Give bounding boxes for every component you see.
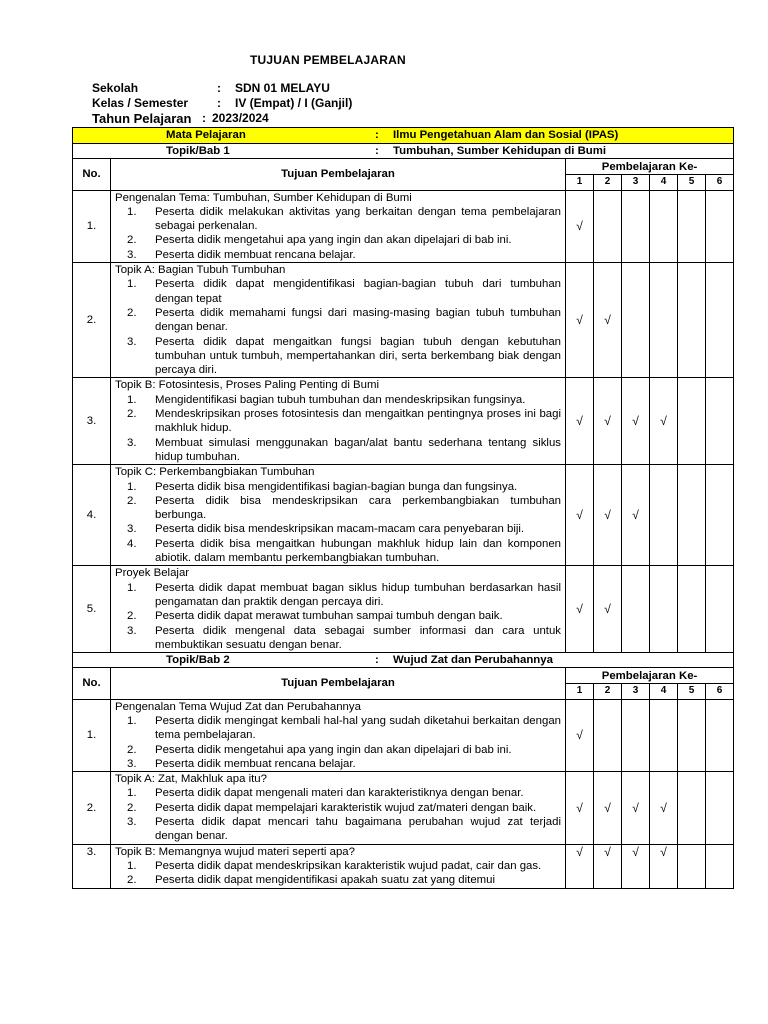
item-text: Mendeskripsikan proses fotosintesis dan mengaitkan pentingnya proses ini bagi makhluk hidup. bbox=[155, 408, 561, 435]
list-item bbox=[127, 624, 561, 653]
item-text: Peserta didik bisa mendeskripsikan cara perkembangbiakan tumbuhan berbunga. bbox=[155, 494, 561, 522]
empty-cell bbox=[706, 772, 734, 844]
empty-cell bbox=[678, 699, 706, 771]
item-text: Membuat simulasi menggunakan bagan/alat bantu sederhana tentang siklus hidup tumbuhan. bbox=[155, 436, 561, 463]
empty-cell bbox=[706, 699, 734, 771]
list-item bbox=[127, 277, 561, 306]
header-tp: Tujuan Pembelajaran bbox=[111, 159, 566, 190]
empty-cell bbox=[594, 190, 622, 262]
item-number: 1. bbox=[127, 859, 137, 872]
table-row bbox=[73, 566, 734, 653]
session-number: 3 bbox=[622, 175, 650, 190]
row-number: 4. bbox=[73, 465, 111, 566]
item-text: Peserta didik dapat mencari tahu bagaimana perubahan wujud zat terjadi dengan benar. bbox=[155, 816, 561, 843]
check-mark: √ bbox=[566, 465, 594, 566]
row-number: 5. bbox=[73, 566, 111, 653]
objectives-cell bbox=[111, 190, 566, 262]
check-mark: √ bbox=[594, 465, 622, 566]
list-item bbox=[127, 714, 561, 743]
session-number: 4 bbox=[650, 175, 678, 190]
item-text: Peserta didik mengenal data sebagai sumber informasi dan cara untuk membuktikan sesuatu dengan benar. bbox=[155, 624, 561, 651]
table-row bbox=[73, 699, 734, 771]
school-value: SDN 01 MELAYU bbox=[235, 81, 330, 95]
empty-cell bbox=[706, 190, 734, 262]
school-label: Sekolah bbox=[92, 81, 139, 95]
empty-cell bbox=[622, 190, 650, 262]
list-item bbox=[127, 494, 561, 523]
topic-row bbox=[73, 128, 734, 144]
item-text: Peserta didik mengingat kembali hal-hal yang sudah diketahui berkaitan dengan tema pembelajaran. bbox=[155, 714, 561, 742]
header-pk: Pembelajaran Ke- bbox=[566, 668, 734, 684]
item-number: 1. bbox=[127, 393, 137, 406]
objectives-list bbox=[127, 786, 561, 843]
list-item bbox=[127, 581, 561, 610]
empty-cell bbox=[706, 465, 734, 566]
class-label: Kelas / Semester bbox=[92, 96, 189, 110]
item-number: 3. bbox=[127, 248, 137, 261]
check-mark: √ bbox=[566, 263, 594, 378]
item-text: Peserta didik melakukan aktivitas yang berkaitan dengan tema pembelajaran sebagai perkenalan. bbox=[155, 205, 561, 233]
item-text: Peserta didik bisa mendeskripsikan macam-macam cara penyebaran biji. bbox=[155, 523, 525, 536]
empty-cell bbox=[678, 263, 706, 378]
colon: : bbox=[375, 654, 379, 667]
empty-cell bbox=[650, 566, 678, 653]
check-mark: √ bbox=[594, 772, 622, 844]
topic-value: Wujud Zat dan Perubahannya bbox=[393, 654, 553, 667]
check-mark: √ bbox=[650, 844, 678, 888]
topic-label-text: Mata Pelajaran bbox=[166, 129, 246, 142]
objectives-cell bbox=[111, 772, 566, 844]
colon: : bbox=[375, 145, 379, 157]
session-number: 6 bbox=[706, 175, 734, 190]
check-mark: √ bbox=[594, 263, 622, 378]
row-number: 2. bbox=[73, 263, 111, 378]
list-item bbox=[127, 609, 561, 623]
session-number: 3 bbox=[622, 684, 650, 699]
table-row bbox=[73, 263, 734, 378]
item-text: Peserta didik mengetahui apa yang ingin dan akan dipelajari di bab ini. bbox=[155, 234, 512, 247]
session-number: 5 bbox=[678, 684, 706, 699]
session-number: 6 bbox=[706, 684, 734, 699]
list-item bbox=[127, 801, 561, 815]
topic-label bbox=[73, 128, 734, 144]
item-number: 3. bbox=[127, 523, 137, 536]
objectives-cell bbox=[111, 566, 566, 653]
objectives-list bbox=[127, 581, 561, 652]
learning-objectives-table bbox=[72, 127, 734, 889]
empty-cell bbox=[678, 190, 706, 262]
list-item bbox=[127, 233, 561, 247]
item-number: 1. bbox=[127, 278, 137, 291]
item-number: 3. bbox=[127, 624, 137, 637]
empty-cell bbox=[706, 844, 734, 888]
table-row bbox=[73, 465, 734, 566]
item-text: Peserta didik mengetahui apa yang ingin dan akan dipelajari di bab ini. bbox=[155, 743, 512, 756]
row-number: 1. bbox=[73, 699, 111, 771]
header-no: No. bbox=[73, 159, 111, 190]
item-number: 2. bbox=[127, 306, 137, 319]
list-item bbox=[127, 480, 561, 494]
list-item bbox=[127, 522, 561, 536]
topic-label-text: Topik/Bab 2 bbox=[166, 654, 230, 667]
header-pk: Pembelajaran Ke- bbox=[566, 159, 734, 175]
session-number: 2 bbox=[594, 684, 622, 699]
item-number: 2. bbox=[127, 801, 137, 814]
objectives-cell bbox=[111, 378, 566, 465]
list-item bbox=[127, 407, 561, 436]
check-mark: √ bbox=[566, 772, 594, 844]
list-item bbox=[127, 436, 561, 465]
empty-cell bbox=[650, 699, 678, 771]
objectives-cell bbox=[111, 263, 566, 378]
check-mark: √ bbox=[566, 378, 594, 465]
list-item bbox=[127, 306, 561, 335]
empty-cell bbox=[678, 566, 706, 653]
item-number: 3. bbox=[127, 436, 137, 449]
session-number: 1 bbox=[566, 684, 594, 699]
check-mark: √ bbox=[622, 772, 650, 844]
topic-title: Proyek Belajar bbox=[115, 567, 190, 580]
item-number: 1. bbox=[127, 205, 137, 218]
check-mark: √ bbox=[650, 378, 678, 465]
item-text: Peserta didik dapat mengenali materi dan karakteristiknya dengan benar. bbox=[155, 787, 524, 800]
topic-label bbox=[73, 144, 734, 159]
topic-value: Ilmu Pengetahuan Alam dan Sosial (IPAS) bbox=[393, 129, 619, 142]
topic-title: Topik C: Perkembangbiakan Tumbuhan bbox=[115, 466, 315, 479]
empty-cell bbox=[678, 844, 706, 888]
table-row bbox=[73, 190, 734, 262]
empty-cell bbox=[678, 772, 706, 844]
item-number: 1. bbox=[127, 480, 137, 493]
empty-cell bbox=[622, 566, 650, 653]
topic-label-text: Topik/Bab 1 bbox=[166, 145, 230, 157]
empty-cell bbox=[678, 465, 706, 566]
item-number: 2. bbox=[127, 494, 137, 507]
empty-cell bbox=[594, 699, 622, 771]
topic-label bbox=[73, 653, 734, 668]
item-number: 1. bbox=[127, 787, 137, 800]
item-number: 3. bbox=[127, 335, 137, 348]
topic-title: Topik A: Zat, Makhluk apa itu? bbox=[115, 773, 267, 786]
item-number: 2. bbox=[127, 234, 137, 247]
empty-cell bbox=[706, 566, 734, 653]
item-number: 2. bbox=[127, 408, 137, 421]
check-mark: √ bbox=[650, 772, 678, 844]
session-number: 2 bbox=[594, 175, 622, 190]
colon: : bbox=[217, 81, 221, 95]
topic-row bbox=[73, 144, 734, 159]
header-row bbox=[73, 159, 734, 175]
empty-cell bbox=[650, 465, 678, 566]
list-item bbox=[127, 859, 561, 873]
table-row bbox=[73, 844, 734, 888]
objectives-cell bbox=[111, 699, 566, 771]
objectives-list bbox=[127, 205, 561, 262]
list-item bbox=[127, 537, 561, 566]
check-mark: √ bbox=[594, 566, 622, 653]
row-number: 3. bbox=[73, 378, 111, 465]
class-value: IV (Empat) / I (Ganjil) bbox=[235, 96, 353, 110]
item-text: Peserta didik dapat mengidentifikasi bagian-bagian tubuh dari tumbuhan dengan tepat bbox=[155, 278, 561, 305]
check-mark: √ bbox=[594, 378, 622, 465]
topic-row bbox=[73, 653, 734, 668]
table-row bbox=[73, 772, 734, 844]
row-number: 2. bbox=[73, 772, 111, 844]
item-number: 1. bbox=[127, 581, 137, 594]
list-item bbox=[127, 743, 561, 757]
list-item bbox=[127, 205, 561, 234]
check-mark: √ bbox=[566, 699, 594, 771]
objectives-cell bbox=[111, 465, 566, 566]
list-item bbox=[127, 786, 561, 800]
header-no: No. bbox=[73, 668, 111, 699]
item-text: Peserta didik membuat rencana belajar. bbox=[155, 757, 356, 770]
topic-title: Pengenalan Tema: Tumbuhan, Sumber Kehidupan di Bumi bbox=[115, 191, 412, 204]
document-title: TUJUAN PEMBELAJARAN bbox=[250, 53, 406, 67]
item-text: Peserta didik memahami fungsi dari masing-masing bagian tubuh tumbuhan dengan benar. bbox=[155, 306, 561, 334]
table-row bbox=[73, 378, 734, 465]
check-mark: √ bbox=[622, 844, 650, 888]
session-number: 5 bbox=[678, 175, 706, 190]
year-value: 2023/2024 bbox=[212, 111, 269, 125]
item-number: 2. bbox=[127, 874, 137, 887]
check-mark: √ bbox=[622, 465, 650, 566]
empty-cell bbox=[622, 699, 650, 771]
item-number: 2. bbox=[127, 610, 137, 623]
topic-title: Topik B: Fotosintesis, Proses Paling Penting di Bumi bbox=[115, 379, 380, 392]
objectives-cell bbox=[111, 844, 566, 888]
check-mark: √ bbox=[594, 844, 622, 888]
item-text: Peserta didik dapat membuat bagan siklus hidup tumbuhan berdasarkan hasil pengamatan dan praktik dengan percaya diri. bbox=[155, 581, 561, 608]
empty-cell bbox=[678, 378, 706, 465]
check-mark: √ bbox=[566, 190, 594, 262]
session-number: 4 bbox=[650, 684, 678, 699]
objectives-list bbox=[127, 393, 561, 464]
list-item bbox=[127, 335, 561, 378]
list-item bbox=[127, 248, 561, 262]
check-mark: √ bbox=[566, 566, 594, 653]
item-text: Peserta didik dapat mempelajari karakteristik wujud zat/materi dengan baik. bbox=[155, 801, 537, 814]
item-text: Peserta didik bisa mengaitkan hubungan makhluk hidup lain dan komponen abiotik. dalam membantu perkembangbiakan tumbuhan. bbox=[155, 537, 561, 565]
list-item bbox=[127, 815, 561, 844]
empty-cell bbox=[706, 378, 734, 465]
empty-cell bbox=[650, 190, 678, 262]
item-number: 3. bbox=[127, 816, 137, 829]
colon: : bbox=[375, 129, 379, 142]
item-number: 1. bbox=[127, 714, 137, 727]
list-item bbox=[127, 393, 561, 407]
session-number: 1 bbox=[566, 175, 594, 190]
item-number: 3. bbox=[127, 757, 137, 770]
objectives-list bbox=[127, 480, 561, 566]
item-text: Peserta didik membuat rencana belajar. bbox=[155, 248, 356, 261]
item-text: Peserta didik dapat mengidentifikasi apakah suatu zat yang ditemui bbox=[155, 874, 496, 887]
topic-title: Pengenalan Tema Wujud Zat dan Perubahannya bbox=[115, 700, 361, 713]
list-item bbox=[127, 757, 561, 771]
header-row bbox=[73, 668, 734, 684]
item-number: 4. bbox=[127, 537, 137, 550]
topic-title: Topik B: Memangnya wujud materi seperti apa? bbox=[115, 845, 355, 858]
check-mark: √ bbox=[566, 844, 594, 888]
check-mark: √ bbox=[622, 378, 650, 465]
item-text: Peserta didik dapat merawat tumbuhan sampai tumbuh dengan baik. bbox=[155, 610, 503, 623]
item-text: Mengidentifikasi bagian tubuh tumbuhan dan mendeskripsikan fungsinya. bbox=[155, 393, 526, 406]
topic-value: Tumbuhan, Sumber Kehidupan di Bumi bbox=[393, 145, 607, 157]
year-label: Tahun Pelajaran bbox=[92, 111, 192, 126]
empty-cell bbox=[650, 263, 678, 378]
list-item bbox=[127, 873, 561, 887]
row-number: 1. bbox=[73, 190, 111, 262]
item-text: Peserta didik dapat mengaitkan fungsi bagian tubuh dengan kebutuhan tumbuhan untuk tumbuh, mempertahankan diri, serta berkembang biak dengan percaya diri. bbox=[155, 335, 561, 377]
topic-title: Topik A: Bagian Tubuh Tumbuhan bbox=[115, 264, 286, 277]
empty-cell bbox=[622, 263, 650, 378]
objectives-list bbox=[127, 859, 561, 888]
item-text: Peserta didik bisa mengidentifikasi bagian-bagian bunga dan fungsinya. bbox=[155, 480, 518, 493]
item-text: Peserta didik dapat mendeskripsikan karakteristik wujud padat, cair dan gas. bbox=[155, 859, 542, 872]
colon: : bbox=[202, 111, 206, 125]
empty-cell bbox=[706, 263, 734, 378]
row-number: 3. bbox=[73, 844, 111, 888]
objectives-list bbox=[127, 714, 561, 771]
item-number: 2. bbox=[127, 743, 137, 756]
objectives-list bbox=[127, 277, 561, 377]
colon: : bbox=[217, 96, 221, 110]
header-tp: Tujuan Pembelajaran bbox=[111, 668, 566, 699]
